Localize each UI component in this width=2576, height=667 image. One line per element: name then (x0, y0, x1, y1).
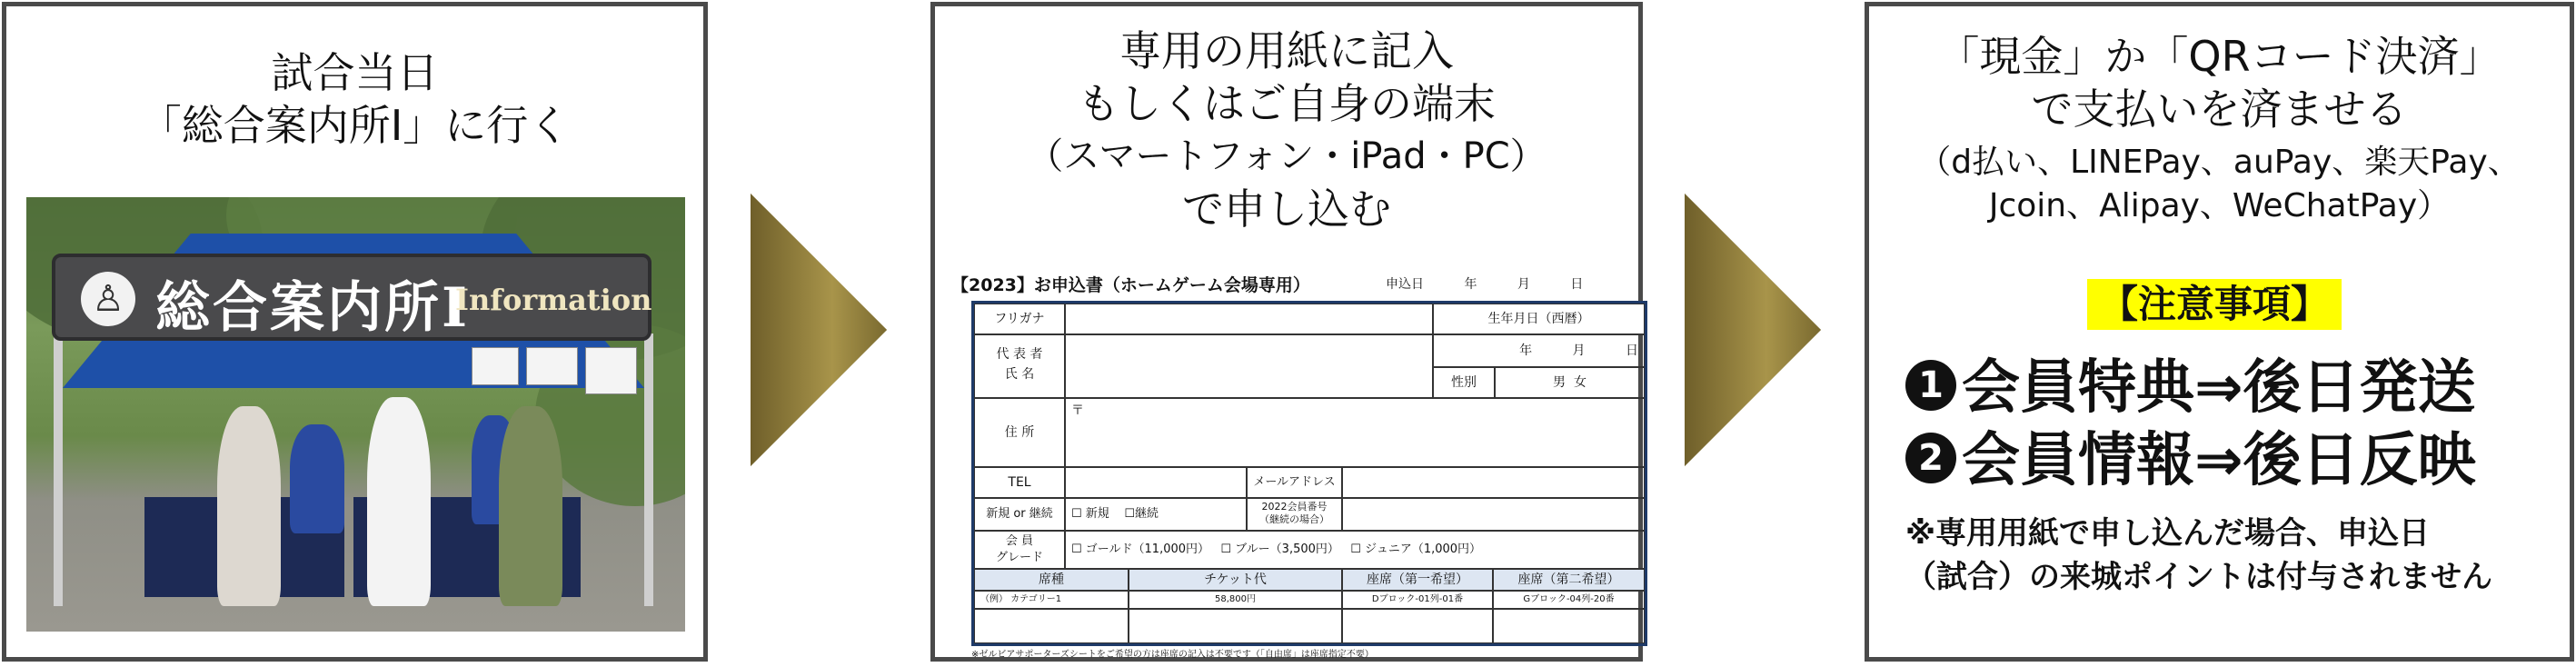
address-label: 住 所 (974, 398, 1065, 467)
form-grid (971, 301, 1647, 646)
step3-heading-line2: で支払いを済ませる (2031, 85, 2408, 134)
number-1-icon: 1 (1905, 360, 1956, 411)
grade-options: ☐ ゴールド（11,000円） ☐ ブルー（3,500円） ☐ ジュニア（1,000円） (1065, 531, 1645, 569)
step2-heading-line4: で申し込む (1182, 184, 1391, 234)
ticket-price-field (1129, 609, 1342, 643)
seat-second-field (1493, 609, 1645, 643)
col-seat-second: 座席（第二希望） (1493, 569, 1645, 591)
point-1-text: 会員特典⇒後日発送 (1962, 354, 2476, 422)
furigana-field (1065, 304, 1433, 334)
tel-label: TEL (974, 467, 1065, 498)
application-form (946, 272, 1646, 662)
booth-sign-english: Information (455, 283, 652, 317)
furigana-label: フリガナ (974, 304, 1065, 334)
number-2-icon: 2 (1905, 433, 1956, 483)
tel-field (1065, 467, 1247, 498)
form-date: 申込日 年 月 日 (1386, 277, 1584, 292)
grade-label-line2: グレード (995, 551, 1043, 564)
mail-label: メールアドレス (1247, 467, 1342, 498)
caution-badge: 【注意事項】 (2087, 279, 2342, 330)
name-label (974, 334, 1065, 398)
example-seat-first: Dブロック-01列-01番 (1342, 591, 1493, 609)
address-field: 〒 (1065, 398, 1645, 467)
name-label-line2: 氏 名 (1004, 367, 1035, 382)
step2-heading (935, 25, 1638, 235)
caution-note-line2: （試合）の来城ポイントは付与されません (1905, 559, 2492, 595)
step1-heading-line2: 「総合案内所Ⅰ」に行く (139, 101, 571, 150)
step2-heading-line2: もしくはご自身の端末 (1078, 79, 1496, 128)
seat-type-field (974, 609, 1129, 643)
form-footnote: ※ゼルビアサポーターズシートをご希望の方は座席の記入は不要です（「自由席」は座席指定不要） (971, 650, 1374, 660)
point-2 (1905, 426, 2476, 495)
birth-field: 年 月 日 (1433, 334, 1645, 367)
example-ticket-price: 58,800円 (1129, 591, 1342, 609)
gender-options: 男 女 (1495, 367, 1645, 398)
example-seat-second: Gブロック-04列-20番 (1493, 591, 1645, 609)
step1-heading-line1: 試合当日 (271, 48, 439, 97)
form-title: 【2023】お申込書（ホームゲーム会場専用） (951, 275, 1310, 295)
birth-label: 生年月日（西暦） (1433, 304, 1645, 334)
new-or-continue-label: 新規 or 継続 (974, 498, 1065, 531)
booth-sign (52, 254, 651, 341)
payment-methods-line1: （d払い、LINEPay、auPay、楽天Pay、 (1918, 144, 2521, 181)
step3-heading (1869, 30, 2570, 135)
booth-sign-text: 総合案内所Ⅰ (155, 276, 471, 340)
col-seat-type: 席種 (974, 569, 1129, 591)
caution-note (1905, 512, 2492, 599)
payment-methods-line2: Jcoin、Alipay、WeChatPay） (1988, 187, 2451, 224)
member-number-field (1342, 498, 1645, 531)
gender-label: 性別 (1433, 367, 1495, 398)
next-step-arrow-2 (1685, 194, 1821, 466)
mail-field (1342, 467, 1645, 498)
step2-panel (930, 2, 1643, 662)
step3-heading-line1: 「現金」か「QRコード決済」 (1937, 32, 2501, 81)
grade-label (974, 531, 1065, 569)
seat-first-field (1342, 609, 1493, 643)
member-number-label-line1: 2022会員番号 (1261, 501, 1328, 513)
point-1 (1905, 353, 2476, 423)
step2-heading-line3: （スマートフォン・iPad・PC） (1027, 135, 1547, 177)
info-person-icon: ♙ (81, 272, 135, 326)
member-number-label-line2: （継続の場合） (1259, 513, 1329, 525)
example-seat-type: （例） カテゴリー1 (974, 591, 1129, 609)
new-or-continue-options: ☐ 新規 ☐継続 (1065, 498, 1247, 531)
step1-heading (6, 46, 703, 152)
col-ticket-price: チケット代 (1129, 569, 1342, 591)
step3-panel (1865, 2, 2574, 662)
member-number-label (1247, 498, 1342, 531)
name-label-line1: 代 表 者 (996, 347, 1043, 362)
col-seat-first: 座席（第一希望） (1342, 569, 1493, 591)
name-field (1065, 334, 1433, 398)
step2-heading-line1: 専用の用紙に記入 (1119, 26, 1454, 75)
next-step-arrow-1 (751, 194, 887, 466)
grade-label-line1: 会 員 (1005, 534, 1034, 548)
point-2-text: 会員情報⇒後日反映 (1962, 427, 2476, 494)
caution-note-line1: ※専用用紙で申し込んだ場合、申込日 (1905, 515, 2431, 552)
information-booth-photo (26, 197, 685, 632)
step1-panel (2, 2, 708, 662)
payment-methods (1869, 141, 2570, 228)
